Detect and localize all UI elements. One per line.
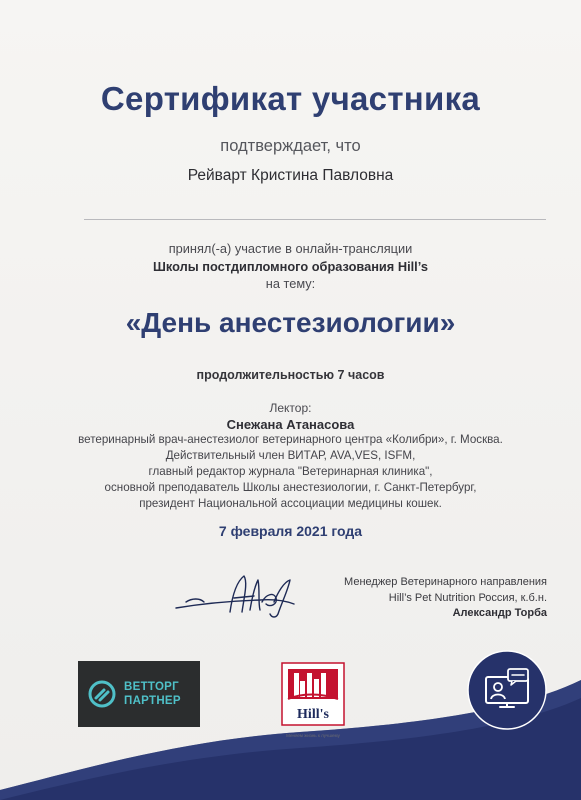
- lecturer-label: Лектор:: [269, 401, 312, 415]
- vettorg-partner-logo: [78, 661, 200, 727]
- hills-logo: [278, 661, 348, 731]
- vettorg-text-line2: ПАРТНЕР: [124, 695, 181, 707]
- participant-name: Рейварт Кристина Павловна: [187, 167, 394, 184]
- confirms-text: подтверждает, что: [220, 137, 361, 155]
- lecturer-line: основной преподаватель Школы анестезиологии, г. Санкт-Петербург,: [104, 481, 477, 494]
- school-name: Школы постдипломного образования Hill’s: [153, 259, 428, 274]
- signatory-position: Менеджер Ветеринарного направления: [344, 576, 547, 588]
- divider-line: [84, 219, 546, 220]
- event-title: «День анестезиологии»: [125, 307, 456, 338]
- event-date: 7 февраля 2021 года: [218, 523, 363, 539]
- signatory-company: Hill’s Pet Nutrition Россия, к.б.н.: [388, 591, 547, 604]
- duration-text: продолжительностью 7 часов: [196, 368, 385, 382]
- webinar-icon: [466, 649, 548, 731]
- lecturer-line: ветеринарный врач-анестезиолог ветеринарного центра «Колибри», г. Москва.: [78, 433, 503, 446]
- vettorg-text-line1: ВЕТТОРГ: [124, 681, 179, 693]
- lecturer-line: президент Национальной ассоциации медицины кошек.: [139, 497, 442, 510]
- lecturer-line: Действительный член ВИТАР, AVA,VES, ISFM,: [165, 449, 416, 462]
- certificate-title: Сертификат участника: [100, 80, 481, 117]
- topic-intro-text: на тему:: [265, 276, 316, 291]
- hills-wordmark: Hill's: [297, 707, 329, 722]
- vettorg-mark-icon: [88, 680, 116, 708]
- hills-slogan: Меняем жизнь к лучшему: [286, 733, 340, 738]
- signatory-name: Александр Торба: [452, 607, 547, 619]
- lecturer-name: Снежана Атанасова: [226, 417, 355, 432]
- signatory-block: [344, 575, 547, 622]
- lecturer-line: главный редактор журнала "Ветеринарная клиника",: [148, 465, 433, 478]
- took-part-text: принял(-а) участие в онлайн-трансляции: [168, 241, 413, 256]
- signature-image: [170, 568, 300, 620]
